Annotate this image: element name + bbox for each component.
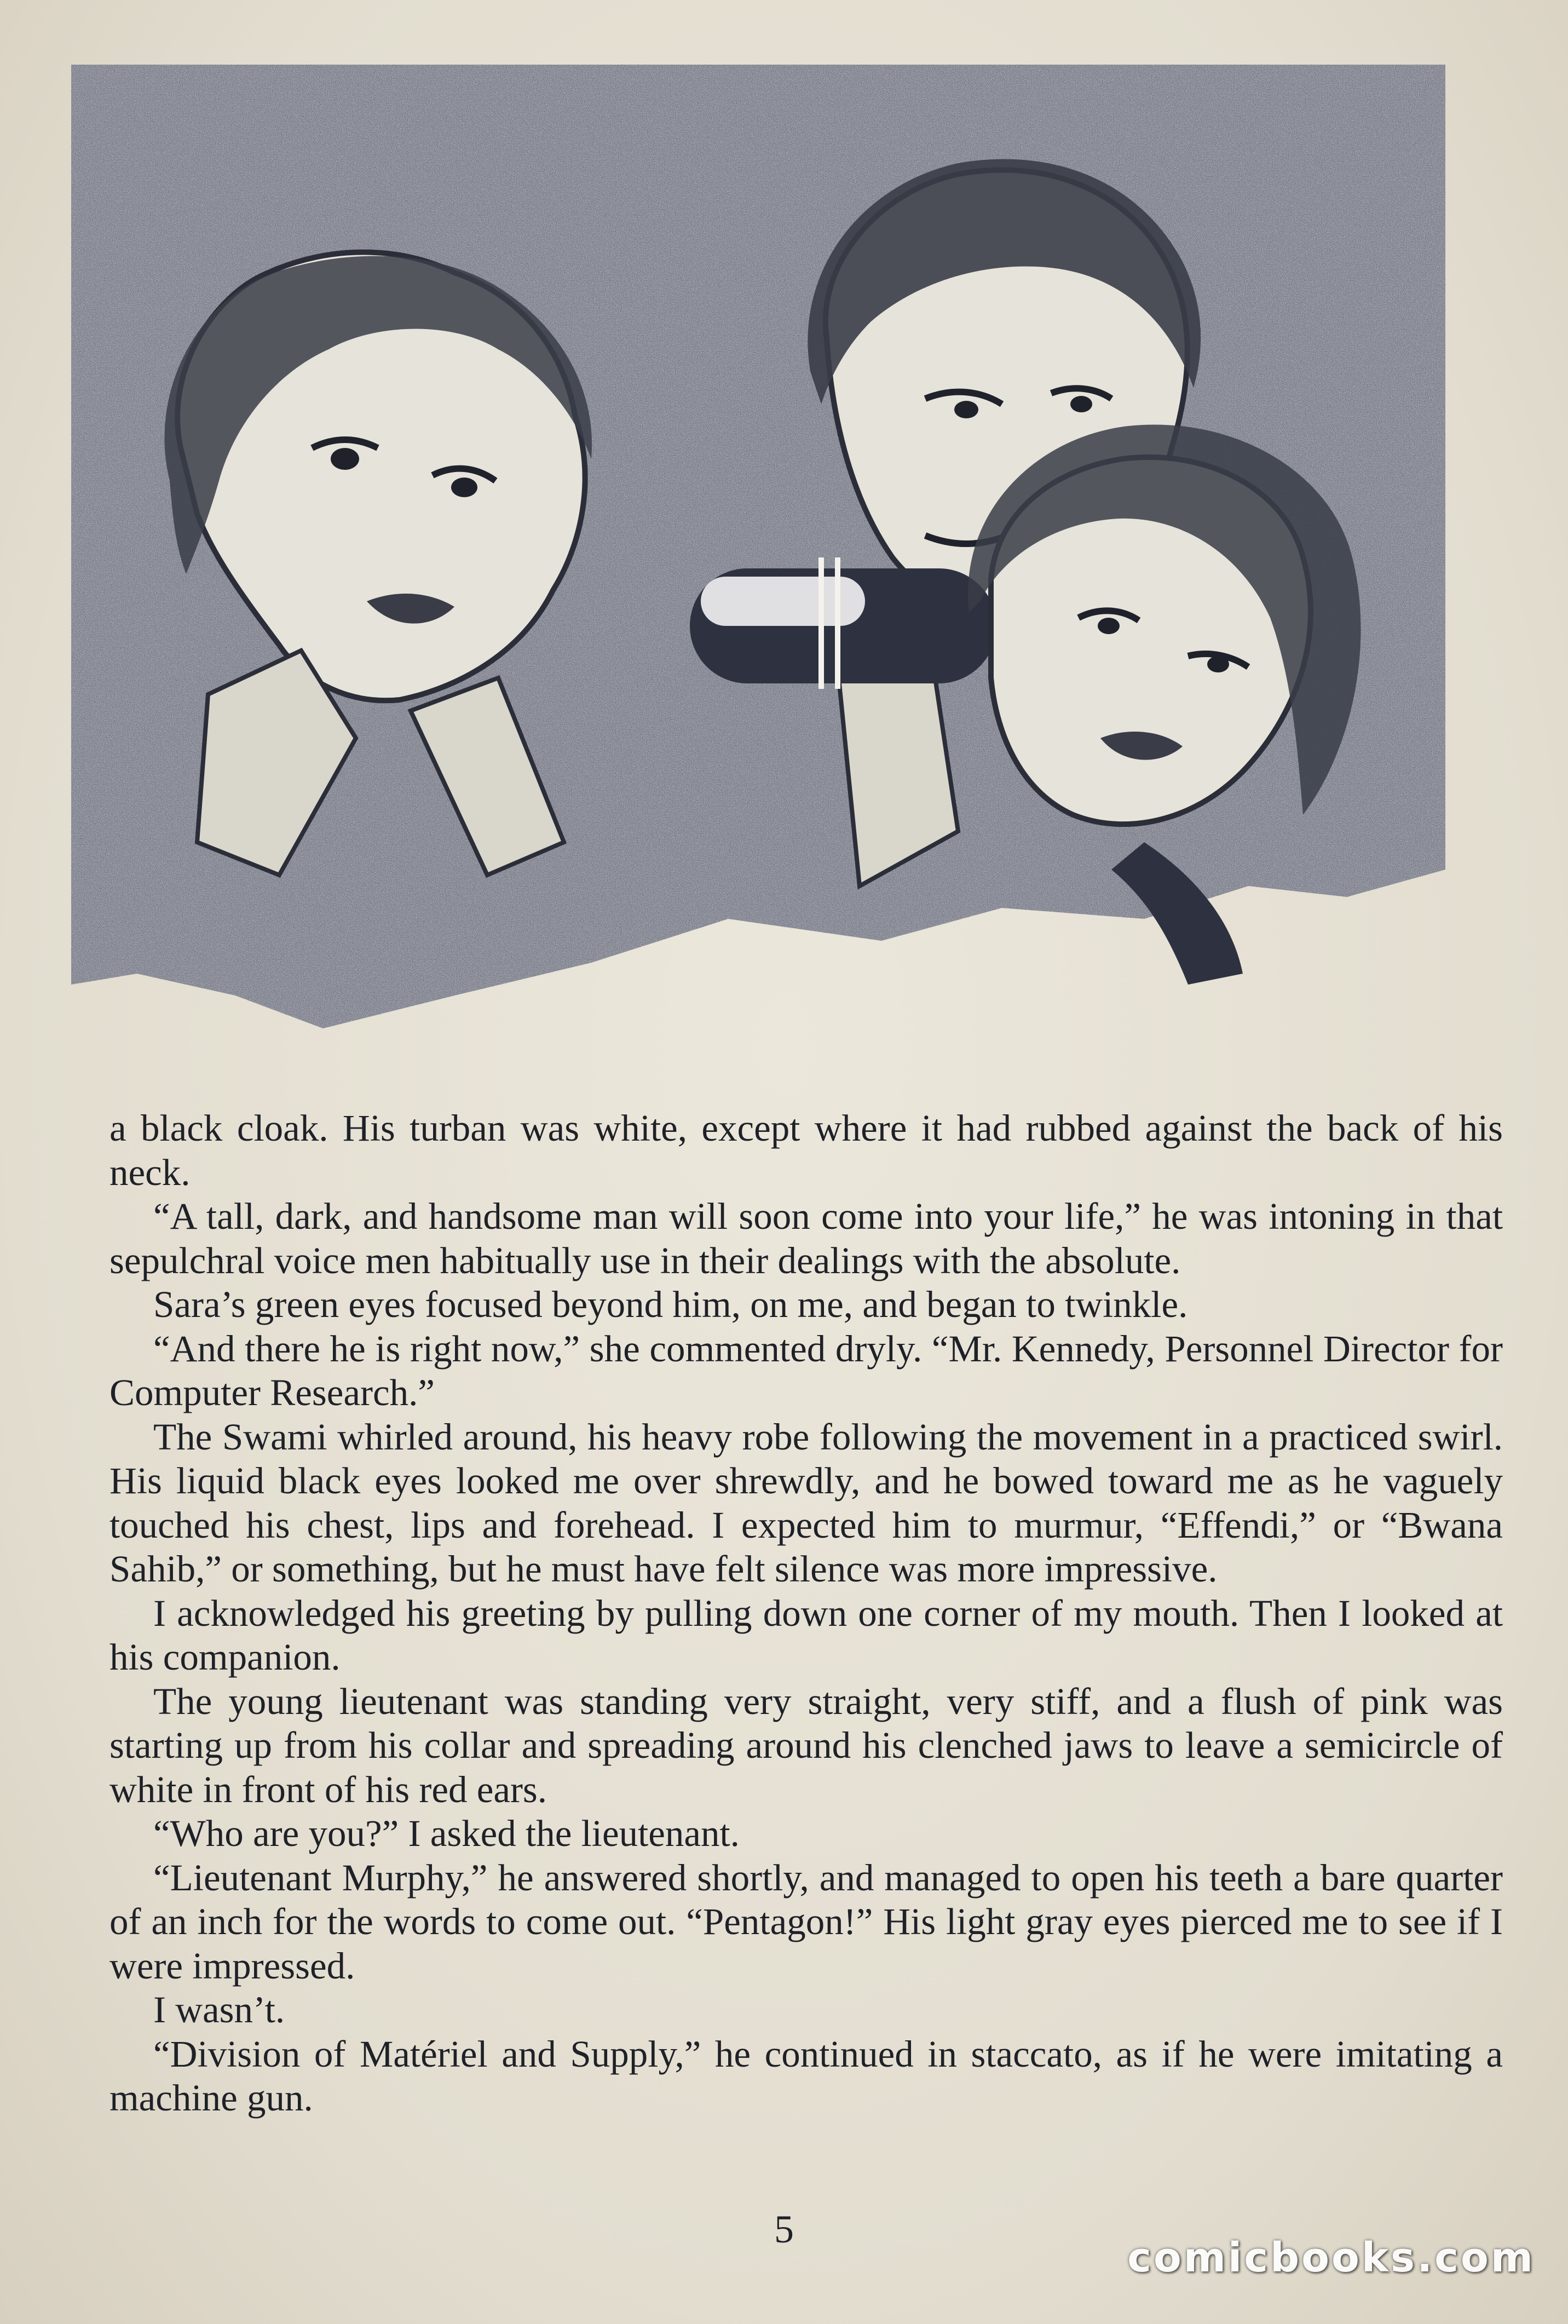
- paragraph: a black cloak. His turban was white, except where it had rubbed against the back of his neck.: [109, 1107, 1503, 1193]
- three-faces-and-capsule-illustration: [71, 65, 1445, 1072]
- paragraph: I wasn’t.: [153, 1989, 285, 2030]
- paragraph: “Division of Matériel and Supply,” he continued in staccato, as if he were imitating a machine gun.: [109, 2033, 1503, 2119]
- site-watermark: comicbooks.com: [1127, 2234, 1535, 2281]
- paragraph: I acknowledged his greeting by pulling down one corner of my mouth. Then I looked at his companion.: [109, 1592, 1503, 1678]
- paragraph: The young lieutenant was standing very straight, very stiff, and a flush of pink was starting up from his collar and spreading around his clenched jaws to leave a semicircle of white in front of his red ears.: [109, 1680, 1503, 1810]
- paragraph: “Who are you?” I asked the lieutenant.: [153, 1813, 740, 1854]
- paragraph: The Swami whirled around, his heavy robe following the movement in a practiced swirl. His liquid black eyes looked me over shrewdly, and he bowed toward me as he vaguely touched his chest, lips and forehead. I expected him to murmur, “Effendi,” or “Bwana Sahib,” or something, but he must have felt silence was more impressive.: [109, 1416, 1503, 1590]
- paragraph: “Lieutenant Murphy,” he answered shortly, and managed to open his teeth a bare quarter of an inch for the words to come out. “Pentagon!” His light gray eyes pierced me to see if I were impressed.: [109, 1856, 1503, 1987]
- story-text: [109, 1106, 1503, 2120]
- paragraph: Sara’s green eyes focused beyond him, on me, and began to twinkle.: [153, 1284, 1188, 1325]
- paragraph: “And there he is right now,” she commented dryly. “Mr. Kennedy, Personnel Director for Computer Research.”: [109, 1327, 1503, 1413]
- page-number: 5: [774, 2207, 794, 2251]
- paragraph: “A tall, dark, and handsome man will soon come into your life,” he was intoning in that sepulchral voice men habitually use in their dealings with the absolute.: [109, 1195, 1503, 1281]
